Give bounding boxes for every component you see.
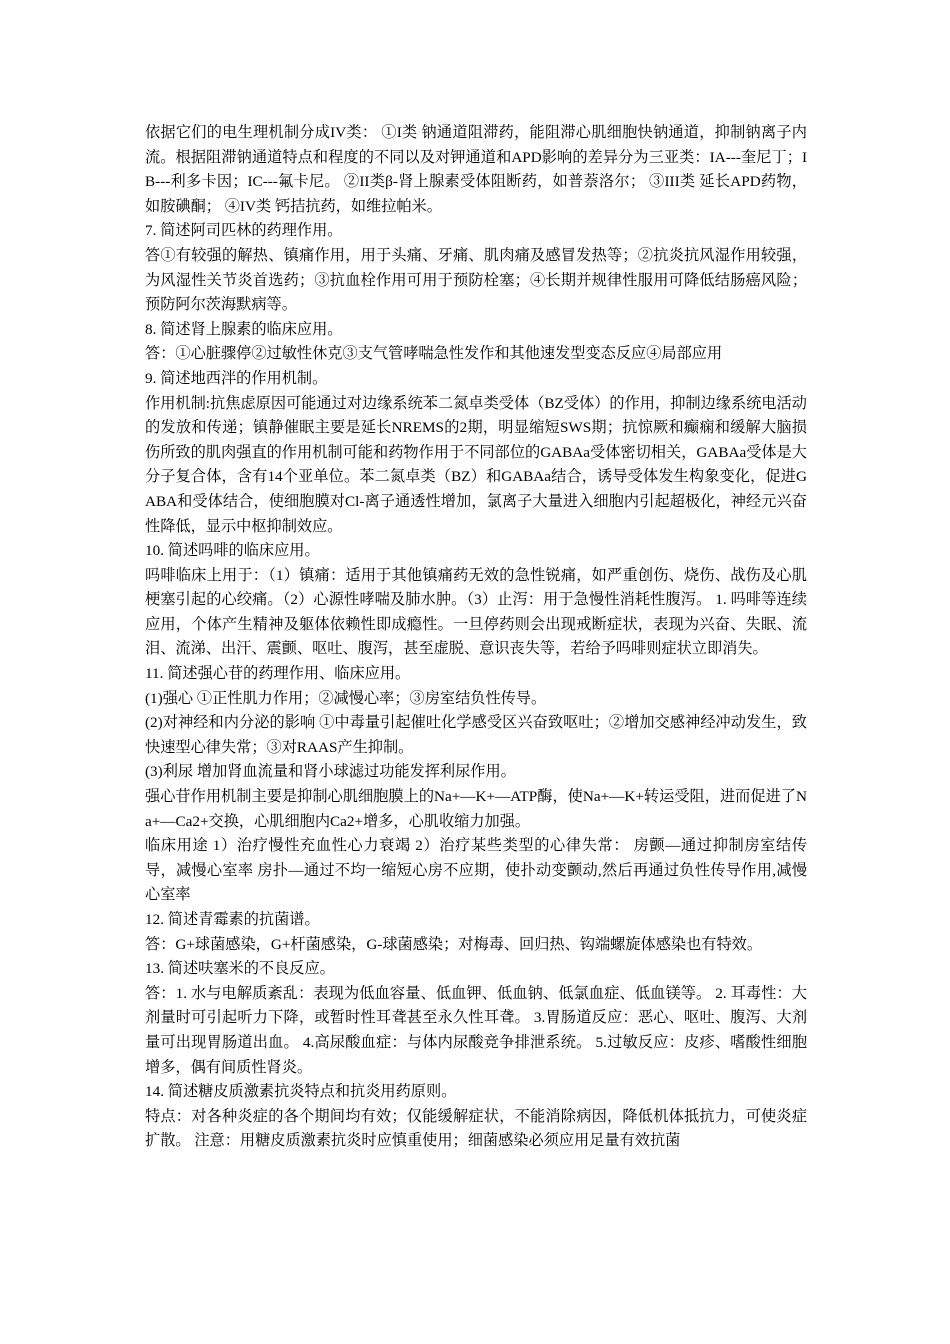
- answer-12: 答：G+球菌感染，G+杆菌感染，G-球菌感染；对梅毒、回归热、钩端螺旋体感染也有特效。: [145, 935, 763, 953]
- answer-11-neuro: (2)对神经和内分泌的影响 ①中毒量引起催吐化学感受区兴奋致呕吐；②增加交感神经冲动发生，致快速型心律失常；③对RAAS产生抑制。: [145, 714, 807, 756]
- answer-10: 吗啡临床上用于：（1）镇痛：适用于其他镇痛药无效的急性锐痛，如严重创伤、烧伤、战伤及心肌梗塞引起的心绞痛。（2）心源性哮喘及肺水肿。（3）止泻：用于急慢性消耗性腹泻。 1. 吗啡等连续应用，个体产生精神及躯体依赖性即成瘾性。一旦停药则会出现戒断症状，表现为兴奋、失眠、流泪、流涕、出汗、震颤、呕吐、腹泻，甚至虚脱、意识丧失等，若给予吗啡则症状立即消失。: [145, 566, 807, 658]
- question-11-heading: 11. 简述强心苷的药理作用、临床应用。: [145, 665, 411, 683]
- answer-8: 答：①心脏骤停②过敏性休克③支气管哮喘急性发作和其他速发型变态反应④局部应用: [145, 345, 723, 363]
- question-12-heading: 12. 简述青霉素的抗菌谱。: [145, 911, 320, 928]
- answer-11-diuretic: (3)利尿 增加肾血流量和肾小球滤过功能发挥利尿作用。: [145, 763, 516, 781]
- answer-14: 特点：对各种炎症的各个期间均有效；仅能缓解症状，不能消除病因，降低机体抵抗力，可使炎症扩散。 注意：用糖皮质激素抗炎时应慎重使用；细菌感染必须应用足量有效抗菌: [145, 1107, 807, 1150]
- answer-7: 答①有较强的解热、镇痛作用，用于头痛、牙痛、肌肉痛及感冒发热等；②抗炎抗风湿作用较强，为风湿性关节炎首选药；③抗血栓作用可用于预防栓塞；④长期并规律性服用可降低结肠癌风险；预防阿尔茨海默病等。: [145, 246, 807, 314]
- question-9-heading: 9. 简述地西泮的作用机制。: [145, 369, 328, 387]
- answer-9: 作用机制:抗焦虑原因可能通过对边缘系统苯二氮卓类受体（BZ受体）的作用，抑制边缘系统电活动的发放和传递；镇静催眠主要是延长NREMS的2期，明显缩短SWS期；抗惊厥和癫痫和缓解大脑损伤所致的肌肉强直的作用机制可能和药物作用于不同部位的GABAa受体密切相关，GABAa受体是大分子复合体，含有14个亚单位。苯二氮卓类（BZ）和GABAa结合，诱导受体发生构象变化，促进GABA和受体结合，使细胞膜对Cl-离子通透性增加，氯离子大量进入细胞内引起超极化，神经元兴奋性降低，显示中枢抑制效应。: [145, 394, 807, 535]
- answer-11-cardiac: (1)强心 ①正性肌力作用；②减慢心率；③房室结负性传导。: [145, 689, 547, 707]
- document-page: [145, 121, 807, 1154]
- question-8-heading: 8. 简述肾上腺素的临床应用。: [145, 320, 343, 338]
- question-14-heading: 14. 简述糖皮质激素抗炎特点和抗炎用药原则。: [145, 1083, 457, 1101]
- paragraph-antiarrhythmic-classes: 依据它们的电生理机制分成IV类： ①I类 钠通道阻滞药，能阻滞心肌细胞快钠通道，抑制钠离子内流。根据阻滞钠通道特点和程度的不同以及对钾通道和APD影响的差异分为三亚类：IA---奎尼丁；IB---利多卡因；IC---氟卡尼。 ②II类β-肾上腺素受体阻断药，如普萘洛尔； ③III类 延长APD药物，如胺碘酮； ④IV类 钙拮抗药，如维拉帕米。: [145, 124, 807, 215]
- question-7-heading: 7. 简述阿司匹林的药理作用。: [145, 222, 343, 240]
- answer-13: 答：1. 水与电解质紊乱：表现为低血容量、低血钾、低血钠、低氯血症、低血镁等。 2. 耳毒性：大剂量时可引起听力下降，或暂时性耳聋甚至永久性耳聋。 3.胃肠道反应：恶心、呕吐、腹泻、大剂量可出现胃肠道出血。 4.高尿酸血症：与体内尿酸竞争排泄系统。 5.过敏反应：皮疹、嗜酸性细胞增多，偶有间质性肾炎。: [145, 984, 807, 1076]
- answer-11-clinical-use: 临床用途 1）治疗慢性充血性心力衰竭 2）治疗某些类型的心律失常： 房颤—通过抑制房室结传导，减慢心室率 房扑—通过不均一缩短心房不应期，使扑动变颤动,然后再通过负性传导作用,减慢心室率: [145, 837, 807, 904]
- answer-11-mechanism: 强心苷作用机制主要是抑制心肌细胞膜上的Na+—K+—ATP酶，使Na+—K+转运受阻，进而促进了Na+—Ca2+交换，心肌细胞内Ca2+增多，心肌收缩力加强。: [145, 788, 807, 830]
- question-10-heading: 10. 简述吗啡的临床应用。: [145, 542, 320, 560]
- question-13-heading: 13. 简述呋塞米的不良反应。: [145, 960, 335, 978]
